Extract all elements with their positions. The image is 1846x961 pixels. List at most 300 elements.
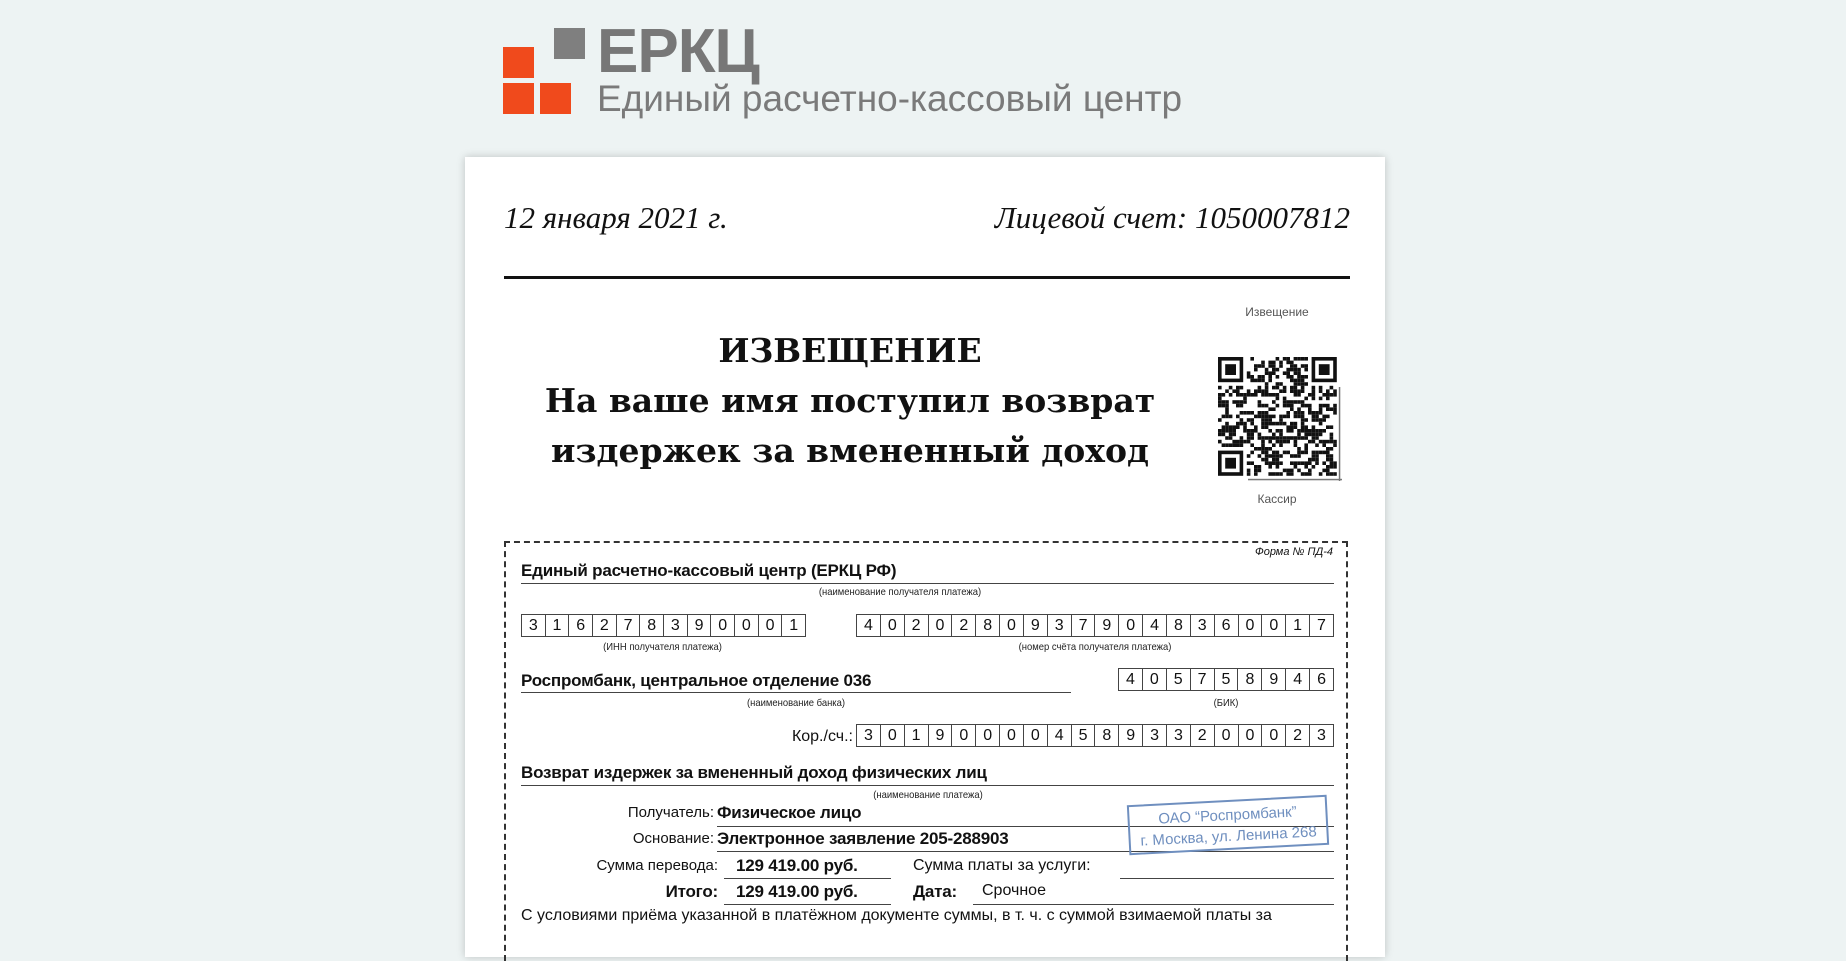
qr-module xyxy=(1286,429,1290,433)
date-label: Дата: xyxy=(913,882,958,901)
qr-module xyxy=(1315,443,1319,447)
digit-cell: 9 xyxy=(1119,725,1143,746)
digit-cell: 3 xyxy=(1317,727,1326,744)
qr-module xyxy=(1240,404,1244,408)
qr-module xyxy=(1261,364,1265,368)
qr-module xyxy=(1247,393,1251,397)
qr-module xyxy=(1268,371,1272,375)
qr-module xyxy=(1261,418,1265,422)
qr-module xyxy=(1254,469,1258,473)
digit-cell: 0 xyxy=(1024,725,1048,746)
digit-cell: 2 xyxy=(1286,725,1310,746)
qr-module xyxy=(1319,364,1330,375)
qr-module xyxy=(1261,393,1265,397)
qr-module xyxy=(1304,461,1308,465)
digit-cell: 8 xyxy=(1095,725,1119,746)
qr-module xyxy=(1297,447,1301,451)
qr-module xyxy=(1265,425,1269,429)
qr-module xyxy=(1276,458,1280,462)
qr-module xyxy=(1240,400,1244,404)
qr-module xyxy=(1294,411,1298,415)
stamp-line: г. Москва, ул. Ленина 268 xyxy=(1140,823,1318,850)
digit-cell: 7 xyxy=(617,615,641,636)
digit-cell: 0 xyxy=(735,615,759,636)
basis-value: Электронное заявление 205-288903 xyxy=(717,829,1009,848)
qr-module xyxy=(1333,407,1337,411)
qr-module xyxy=(1229,443,1233,447)
qr-module xyxy=(1254,447,1258,451)
qr-module xyxy=(1258,469,1262,473)
qr-module xyxy=(1218,418,1222,422)
qr-module xyxy=(1247,429,1251,433)
digit-cell: 3 xyxy=(857,725,881,746)
qr-module xyxy=(1250,422,1254,426)
qr-module xyxy=(1261,389,1265,393)
qr-module xyxy=(1322,393,1326,397)
digit-cell: 9 xyxy=(1024,615,1048,636)
qr-module xyxy=(1279,443,1283,447)
qr-module xyxy=(1250,379,1254,383)
fee-label: Сумма платы за услуги: xyxy=(913,857,1091,874)
qr-module xyxy=(1312,429,1316,433)
qr-module xyxy=(1319,422,1323,426)
qr-module xyxy=(1294,422,1298,426)
qr-module xyxy=(1315,411,1319,415)
qr-module xyxy=(1268,472,1272,476)
qr-module xyxy=(1250,393,1254,397)
qr-module xyxy=(1258,375,1262,379)
qr-module xyxy=(1265,458,1269,462)
qr-module xyxy=(1304,447,1308,451)
qr-module xyxy=(1265,386,1269,390)
qr-module xyxy=(1268,393,1272,397)
qr-module xyxy=(1232,440,1236,444)
qr-module xyxy=(1322,429,1326,433)
qr-module xyxy=(1218,393,1222,397)
digit-cell: 3 xyxy=(1191,615,1215,636)
qr-module xyxy=(1333,461,1337,465)
digit-cell: 6 xyxy=(1317,671,1327,688)
digit-cell: 0 xyxy=(929,615,953,636)
qr-module xyxy=(1326,415,1330,419)
qr-module xyxy=(1283,357,1287,361)
qr-module xyxy=(1319,418,1323,422)
qr-module xyxy=(1279,429,1283,433)
qr-module xyxy=(1272,422,1276,426)
digit-cell: 3 xyxy=(1048,615,1072,636)
underline xyxy=(973,904,1334,905)
qr-module xyxy=(1254,429,1258,433)
qr-module xyxy=(1279,418,1283,422)
qr-module xyxy=(1229,425,1233,429)
qr-module xyxy=(1261,404,1265,408)
logo-square-gray xyxy=(554,28,585,59)
qr-module xyxy=(1294,364,1298,368)
qr-module xyxy=(1272,400,1276,404)
qr-module xyxy=(1330,465,1334,469)
qr-module xyxy=(1294,443,1298,447)
qr-module xyxy=(1276,357,1280,361)
qr-module xyxy=(1315,461,1319,465)
digit-cell: 5 xyxy=(1072,725,1096,746)
qr-module xyxy=(1286,440,1290,444)
qr-module xyxy=(1261,451,1265,455)
qr-module xyxy=(1247,440,1251,444)
underline xyxy=(724,904,891,905)
qr-module xyxy=(1240,436,1244,440)
digit-cell: 0 xyxy=(976,725,1000,746)
qr-module xyxy=(1232,425,1236,429)
digit-cell: 9 xyxy=(929,725,953,746)
qr-module xyxy=(1297,436,1301,440)
qr-module xyxy=(1229,429,1233,433)
digit-cell: 0 xyxy=(1239,725,1263,746)
qr-module xyxy=(1272,368,1276,372)
qr-module xyxy=(1279,361,1283,365)
qr-module xyxy=(1322,469,1326,473)
underline xyxy=(717,851,1334,852)
qr-module xyxy=(1250,451,1254,455)
qr-module xyxy=(1297,407,1301,411)
qr-module xyxy=(1290,364,1294,368)
qr-module xyxy=(1290,379,1294,383)
qr-module xyxy=(1301,425,1305,429)
basis-label: Основание: xyxy=(632,830,714,847)
inn-cells xyxy=(521,614,806,637)
qr-module xyxy=(1258,400,1262,404)
qr-module xyxy=(1272,436,1276,440)
qr-module xyxy=(1312,451,1316,455)
qr-module xyxy=(1236,393,1240,397)
qr-module xyxy=(1319,472,1323,476)
qr-module xyxy=(1258,454,1262,458)
qr-module xyxy=(1236,389,1240,393)
digit-cell: 9 xyxy=(1262,669,1286,690)
qr-module xyxy=(1279,389,1283,393)
digit-cell: 1 xyxy=(546,615,570,636)
qr-module xyxy=(1268,407,1272,411)
qr-module xyxy=(1254,415,1258,419)
qr-module xyxy=(1268,436,1272,440)
qr-module xyxy=(1286,400,1290,404)
qr-module xyxy=(1283,436,1287,440)
digit-cell: 0 xyxy=(759,615,783,636)
digit-cell: 0 xyxy=(1239,615,1263,636)
digit-cell: 4 xyxy=(1143,615,1167,636)
digit-cell: 3 xyxy=(522,615,546,636)
qr-module xyxy=(1243,397,1247,401)
qr-module xyxy=(1312,411,1316,415)
qr-module xyxy=(1290,407,1294,411)
qr-module xyxy=(1312,415,1316,419)
qr-module xyxy=(1315,429,1319,433)
qr-module xyxy=(1261,411,1265,415)
qr-module xyxy=(1229,386,1233,390)
qr-module xyxy=(1326,469,1330,473)
qr-module xyxy=(1312,425,1316,429)
qr-module xyxy=(1261,436,1265,440)
bik-cells xyxy=(1118,668,1334,691)
qr-module xyxy=(1279,472,1283,476)
qr-module xyxy=(1268,447,1272,451)
qr-module xyxy=(1225,411,1229,415)
qr-module xyxy=(1286,451,1290,455)
qr-module xyxy=(1265,382,1269,386)
qr-module xyxy=(1265,436,1269,440)
qr-module xyxy=(1225,404,1229,408)
qr-module xyxy=(1301,379,1305,383)
digit-cell: 9 xyxy=(1095,615,1119,636)
qr-module xyxy=(1276,368,1280,372)
qr-module xyxy=(1315,418,1319,422)
qr-module xyxy=(1272,454,1276,458)
qr-module xyxy=(1304,397,1308,401)
qr-module xyxy=(1308,429,1312,433)
qr-module xyxy=(1330,454,1334,458)
qr-module xyxy=(1261,415,1265,419)
qr-module xyxy=(1304,433,1308,437)
qr-module xyxy=(1229,436,1233,440)
qr-module xyxy=(1319,411,1323,415)
terms-text: С условиями приёма указанной в платёжном документе суммы, в т. ч. с суммой взимаемой платы за xyxy=(521,907,1272,924)
qr-module xyxy=(1304,404,1308,408)
caption: (номер счёта получателя платежа) xyxy=(1018,641,1172,653)
qr-module xyxy=(1283,404,1287,408)
qr-module xyxy=(1272,386,1276,390)
qr-module xyxy=(1243,400,1247,404)
qr-module xyxy=(1326,404,1330,408)
qr-module xyxy=(1294,389,1298,393)
digit-cell: 3 xyxy=(664,615,688,636)
qr-module xyxy=(1308,407,1312,411)
digit-cell: 4 xyxy=(1286,669,1310,690)
qr-module xyxy=(1301,422,1305,426)
qr-module xyxy=(1308,461,1312,465)
qr-module xyxy=(1330,425,1334,429)
qr-module xyxy=(1261,443,1265,447)
qr-module xyxy=(1319,433,1323,437)
qr-module xyxy=(1330,458,1334,462)
digit-cell: 0 xyxy=(1215,725,1239,746)
qr-module xyxy=(1247,436,1251,440)
qr-module xyxy=(1225,429,1229,433)
qr-module xyxy=(1247,469,1251,473)
qr-module xyxy=(1286,411,1290,415)
qr-module xyxy=(1229,415,1233,419)
qr-module xyxy=(1297,371,1301,375)
qr-module xyxy=(1304,382,1308,386)
qr-module xyxy=(1236,386,1240,390)
qr-module xyxy=(1265,368,1269,372)
digit-cell: 8 xyxy=(1238,669,1262,690)
qr-module xyxy=(1247,418,1251,422)
qr-module xyxy=(1301,415,1305,419)
qr-module xyxy=(1330,393,1334,397)
qr-module xyxy=(1258,364,1262,368)
qr-module xyxy=(1315,454,1319,458)
qr-module xyxy=(1225,389,1229,393)
side-label-notice: Извещение xyxy=(1245,305,1309,319)
qr-module xyxy=(1250,411,1254,415)
kor-cells xyxy=(856,724,1334,747)
digit-cell: 9 xyxy=(688,615,712,636)
qr-module xyxy=(1279,454,1283,458)
qr-module xyxy=(1250,429,1254,433)
qr-module xyxy=(1247,472,1251,476)
digit-cell: 4 xyxy=(1048,725,1072,746)
qr-module xyxy=(1276,375,1280,379)
qr-module xyxy=(1247,433,1251,437)
qr-module xyxy=(1333,440,1337,444)
qr-module xyxy=(1312,454,1316,458)
qr-module xyxy=(1286,371,1290,375)
digit-cell: 3 xyxy=(1167,725,1191,746)
qr-module xyxy=(1272,415,1276,419)
qr-module xyxy=(1283,389,1287,393)
qr-module xyxy=(1297,389,1301,393)
qr-module xyxy=(1319,389,1323,393)
qr-module xyxy=(1297,433,1301,437)
qr-module xyxy=(1272,393,1276,397)
qr-module xyxy=(1290,400,1294,404)
qr-module xyxy=(1265,447,1269,451)
qr-module xyxy=(1258,386,1262,390)
qr-module xyxy=(1250,461,1254,465)
qr-module xyxy=(1315,451,1319,455)
qr-module xyxy=(1315,433,1319,437)
qr-module xyxy=(1279,415,1283,419)
qr-module xyxy=(1286,368,1290,372)
digit-cell: 5 xyxy=(1215,669,1239,690)
qr-module xyxy=(1301,451,1305,455)
qr-module xyxy=(1222,393,1226,397)
qr-module xyxy=(1261,379,1265,383)
qr-module xyxy=(1236,404,1240,408)
digit-cell: 3 xyxy=(1143,725,1167,746)
qr-module xyxy=(1272,461,1276,465)
caption: (наименование получателя платежа) xyxy=(818,586,982,598)
qr-module xyxy=(1297,375,1301,379)
sum-value: 129 419.00 руб. xyxy=(736,856,858,875)
digit-cell: 0 xyxy=(711,615,735,636)
qr-module xyxy=(1261,440,1265,444)
stamp-line: ОАО “Роспромбанк” xyxy=(1157,803,1298,828)
qr-module xyxy=(1265,415,1269,419)
qr-module xyxy=(1319,451,1323,455)
digit-cell: 1 xyxy=(1286,615,1310,636)
qr-module xyxy=(1254,472,1258,476)
qr-module xyxy=(1304,425,1308,429)
qr-module xyxy=(1301,364,1305,368)
qr-module xyxy=(1254,379,1258,383)
qr-module xyxy=(1258,379,1262,383)
qr-module xyxy=(1225,422,1229,426)
digit-cell: 8 xyxy=(1167,615,1191,636)
qr-module xyxy=(1268,361,1272,365)
qr-module xyxy=(1308,433,1312,437)
qr-module xyxy=(1276,422,1280,426)
qr-module xyxy=(1294,386,1298,390)
qr-module xyxy=(1294,382,1298,386)
brand-name: ЕРКЦ xyxy=(597,17,759,86)
qr-module xyxy=(1243,422,1247,426)
qr-module xyxy=(1322,451,1326,455)
notice-title: ИЗВЕЩЕНИЕ xyxy=(718,331,982,370)
qr-module xyxy=(1268,465,1272,469)
qr-module xyxy=(1294,454,1298,458)
qr-module xyxy=(1326,454,1330,458)
qr-module xyxy=(1243,393,1247,397)
qr-module xyxy=(1254,393,1258,397)
qr-module xyxy=(1294,461,1298,465)
qr-module xyxy=(1272,443,1276,447)
qr-module xyxy=(1247,411,1251,415)
qr-module xyxy=(1225,415,1229,419)
qr-module xyxy=(1276,440,1280,444)
qr-module xyxy=(1272,472,1276,476)
qr-module xyxy=(1312,393,1316,397)
underline xyxy=(724,878,891,879)
qr-module xyxy=(1258,465,1262,469)
qr-module xyxy=(1250,436,1254,440)
qr-module xyxy=(1322,404,1326,408)
qr-module xyxy=(1240,411,1244,415)
qr-module xyxy=(1276,465,1280,469)
qr-module xyxy=(1330,472,1334,476)
qr-module xyxy=(1333,472,1337,476)
qr-module xyxy=(1322,418,1326,422)
qr-module xyxy=(1276,451,1280,455)
qr-module xyxy=(1297,382,1301,386)
qr-module xyxy=(1236,400,1240,404)
qr-module xyxy=(1240,393,1244,397)
qr-module xyxy=(1326,458,1330,462)
logo-square-orange xyxy=(540,83,571,114)
qr-module xyxy=(1254,425,1258,429)
qr-module xyxy=(1276,461,1280,465)
underline xyxy=(521,785,1334,786)
qr-module xyxy=(1276,382,1280,386)
caption: (ИНН получателя платежа) xyxy=(603,641,722,653)
qr-module xyxy=(1247,389,1251,393)
form-number: Форма № ПД-4 xyxy=(1254,546,1333,558)
qr-module xyxy=(1326,472,1330,476)
qr-module xyxy=(1254,389,1258,393)
qr-module xyxy=(1290,472,1294,476)
qr-module xyxy=(1265,393,1269,397)
qr-module xyxy=(1297,357,1301,361)
qr-module xyxy=(1258,411,1262,415)
qr-module xyxy=(1290,389,1294,393)
underline xyxy=(521,583,1334,584)
qr-module xyxy=(1276,472,1280,476)
qr-module xyxy=(1286,361,1290,365)
qr-module xyxy=(1315,436,1319,440)
caption: (наименование банка) xyxy=(746,697,846,709)
qr-module xyxy=(1326,425,1330,429)
qr-module xyxy=(1330,440,1334,444)
qr-module xyxy=(1312,458,1316,462)
qr-module xyxy=(1268,364,1272,368)
qr-module xyxy=(1294,440,1298,444)
qr-module xyxy=(1286,472,1290,476)
qr-code xyxy=(1218,357,1342,483)
qr-module xyxy=(1330,407,1334,411)
payee-label: Получатель: xyxy=(627,804,714,821)
qr-module xyxy=(1312,418,1316,422)
qr-module xyxy=(1312,436,1316,440)
notice-subtitle: издержек за вмененный доход xyxy=(551,431,1149,470)
